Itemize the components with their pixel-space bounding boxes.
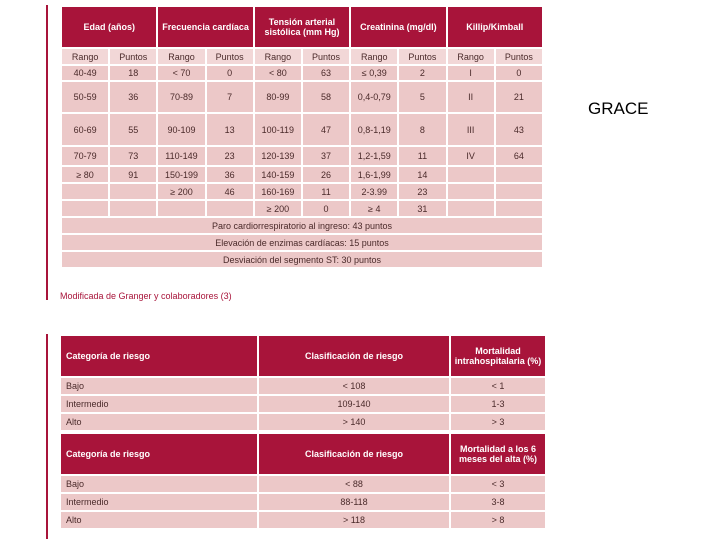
- table-row: [62, 184, 542, 199]
- table-cell: 64: [496, 147, 542, 165]
- table-cell: Intermedio: [61, 396, 257, 412]
- subheader-cell: Puntos: [110, 49, 156, 64]
- header-frecuencia: Frecuencia cardíaca: [158, 7, 252, 47]
- table-cell: < 108: [259, 378, 449, 394]
- table-row: [61, 494, 545, 510]
- table-cell: [158, 201, 204, 216]
- scoring-subheader-row: [62, 49, 542, 64]
- subheader-cell: Rango: [62, 49, 108, 64]
- table-cell: < 70: [158, 66, 204, 80]
- table-cell: 21: [496, 82, 542, 112]
- table-cell: < 1: [451, 378, 545, 394]
- table-cell: ≥ 200: [255, 201, 301, 216]
- table-cell: 110-149: [158, 147, 204, 165]
- subheader-cell: Puntos: [207, 49, 253, 64]
- table-cell: 11: [303, 184, 349, 199]
- subheader-cell: Rango: [351, 49, 397, 64]
- table-cell: 36: [110, 82, 156, 112]
- table-cell: 88-118: [259, 494, 449, 510]
- table-cell: [448, 167, 494, 182]
- table-cell: IV: [448, 147, 494, 165]
- note-paro: Paro cardiorrespiratorio al ingreso: 43 puntos: [62, 218, 542, 233]
- note-enzimas: Elevación de enzimas cardíacas: 15 puntos: [62, 235, 542, 250]
- table-cell: 63: [303, 66, 349, 80]
- table-cell: 160-169: [255, 184, 301, 199]
- table-cell: 0,8-1,19: [351, 114, 397, 145]
- table-row: [62, 82, 542, 112]
- table-cell: 70-89: [158, 82, 204, 112]
- table-cell: 80-99: [255, 82, 301, 112]
- table-row: [62, 147, 542, 165]
- table-cell: 36: [207, 167, 253, 182]
- table-cell: 43: [496, 114, 542, 145]
- table-cell: < 88: [259, 476, 449, 492]
- table-cell: Bajo: [61, 476, 257, 492]
- subheader-cell: Rango: [255, 49, 301, 64]
- header-edad: Edad (años): [62, 7, 156, 47]
- table-cell: [207, 201, 253, 216]
- table-cell: 73: [110, 147, 156, 165]
- table-cell: 90-109: [158, 114, 204, 145]
- table-cell: 1,2-1,59: [351, 147, 397, 165]
- table-cell: Alto: [61, 512, 257, 528]
- table-cell: Bajo: [61, 378, 257, 394]
- table-cell: 26: [303, 167, 349, 182]
- top-accent-line: [46, 5, 48, 300]
- table-cell: 109-140: [259, 396, 449, 412]
- table-cell: > 118: [259, 512, 449, 528]
- grace-scoring-table: [60, 5, 544, 269]
- table-cell: 100-119: [255, 114, 301, 145]
- header-killip: Killip/Kimball: [448, 7, 542, 47]
- table-row: [62, 167, 542, 182]
- table-cell: 0: [496, 66, 542, 80]
- table-cell: [496, 184, 542, 199]
- note-row: [62, 235, 542, 250]
- source-caption: Modificada de Granger y colaboradores (3): [60, 291, 232, 301]
- subheader-cell: Puntos: [303, 49, 349, 64]
- table-cell: 31: [399, 201, 445, 216]
- risk-header-row: [61, 336, 545, 376]
- table-cell: 50-59: [62, 82, 108, 112]
- table-cell: ≥ 4: [351, 201, 397, 216]
- table-cell: 0,4-0,79: [351, 82, 397, 112]
- table-cell: 40-49: [62, 66, 108, 80]
- bottom-accent-line: [46, 334, 48, 539]
- header-creatinina: Creatinina (mg/dl): [351, 7, 445, 47]
- table-cell: 37: [303, 147, 349, 165]
- table-cell: ≥ 80: [62, 167, 108, 182]
- table-cell: III: [448, 114, 494, 145]
- table-cell: 150-199: [158, 167, 204, 182]
- risk-hospital-table: [59, 334, 547, 432]
- risk-six-months-table: [59, 432, 547, 530]
- table-row: [62, 114, 542, 145]
- table-row: [61, 396, 545, 412]
- table-cell: 7: [207, 82, 253, 112]
- table-cell: ≤ 0,39: [351, 66, 397, 80]
- table-cell: [448, 201, 494, 216]
- table-cell: 58: [303, 82, 349, 112]
- table-cell: 1,6-1,99: [351, 167, 397, 182]
- header-clasificacion: Clasificación de riesgo: [259, 336, 449, 376]
- table-cell: > 3: [451, 414, 545, 430]
- scoring-header-row: [62, 7, 542, 47]
- table-cell: < 80: [255, 66, 301, 80]
- subheader-cell: Rango: [448, 49, 494, 64]
- table-row: [61, 512, 545, 528]
- table-cell: 3-8: [451, 494, 545, 510]
- table-cell: [448, 184, 494, 199]
- table-cell: 2: [399, 66, 445, 80]
- table-cell: 91: [110, 167, 156, 182]
- table-row: [61, 378, 545, 394]
- header-categoria: Categoría de riesgo: [61, 336, 257, 376]
- subheader-cell: Puntos: [496, 49, 542, 64]
- table-cell: ≥ 200: [158, 184, 204, 199]
- table-cell: 23: [207, 147, 253, 165]
- table-cell: 23: [399, 184, 445, 199]
- table-cell: 13: [207, 114, 253, 145]
- header-mortalidad-6m: Mortalidad a los 6 meses del alta (%): [451, 434, 545, 474]
- table-cell: 11: [399, 147, 445, 165]
- table-cell: 60-69: [62, 114, 108, 145]
- table-cell: 8: [399, 114, 445, 145]
- table-row: [62, 66, 542, 80]
- table-cell: 140-159: [255, 167, 301, 182]
- table-cell: II: [448, 82, 494, 112]
- note-st: Desviación del segmento ST: 30 puntos: [62, 252, 542, 267]
- table-cell: [62, 201, 108, 216]
- table-cell: 120-139: [255, 147, 301, 165]
- table-cell: 14: [399, 167, 445, 182]
- risk-header-row: [61, 434, 545, 474]
- header-tension: Tensión arterial sistólica (mm Hg): [255, 7, 349, 47]
- table-cell: 0: [207, 66, 253, 80]
- table-row: [61, 414, 545, 430]
- table-cell: Intermedio: [61, 494, 257, 510]
- table-cell: 0: [303, 201, 349, 216]
- header-categoria: Categoría de riesgo: [61, 434, 257, 474]
- table-cell: Alto: [61, 414, 257, 430]
- table-cell: I: [448, 66, 494, 80]
- table-cell: 5: [399, 82, 445, 112]
- slide-title: GRACE: [588, 99, 649, 118]
- table-cell: > 8: [451, 512, 545, 528]
- table-cell: [496, 201, 542, 216]
- table-cell: [110, 184, 156, 199]
- table-row: [62, 201, 542, 216]
- table-cell: 18: [110, 66, 156, 80]
- table-cell: [110, 201, 156, 216]
- table-cell: 70-79: [62, 147, 108, 165]
- table-cell: 47: [303, 114, 349, 145]
- table-row: [61, 476, 545, 492]
- header-clasificacion: Clasificación de riesgo: [259, 434, 449, 474]
- table-cell: 55: [110, 114, 156, 145]
- table-cell: 46: [207, 184, 253, 199]
- table-cell: [496, 167, 542, 182]
- table-cell: 2-3.99: [351, 184, 397, 199]
- subheader-cell: Rango: [158, 49, 204, 64]
- table-cell: > 140: [259, 414, 449, 430]
- subheader-cell: Puntos: [399, 49, 445, 64]
- note-row: [62, 218, 542, 233]
- table-cell: 1-3: [451, 396, 545, 412]
- table-cell: [62, 184, 108, 199]
- note-row: [62, 252, 542, 267]
- table-cell: < 3: [451, 476, 545, 492]
- header-mortalidad: Mortalidad intrahospitalaria (%): [451, 336, 545, 376]
